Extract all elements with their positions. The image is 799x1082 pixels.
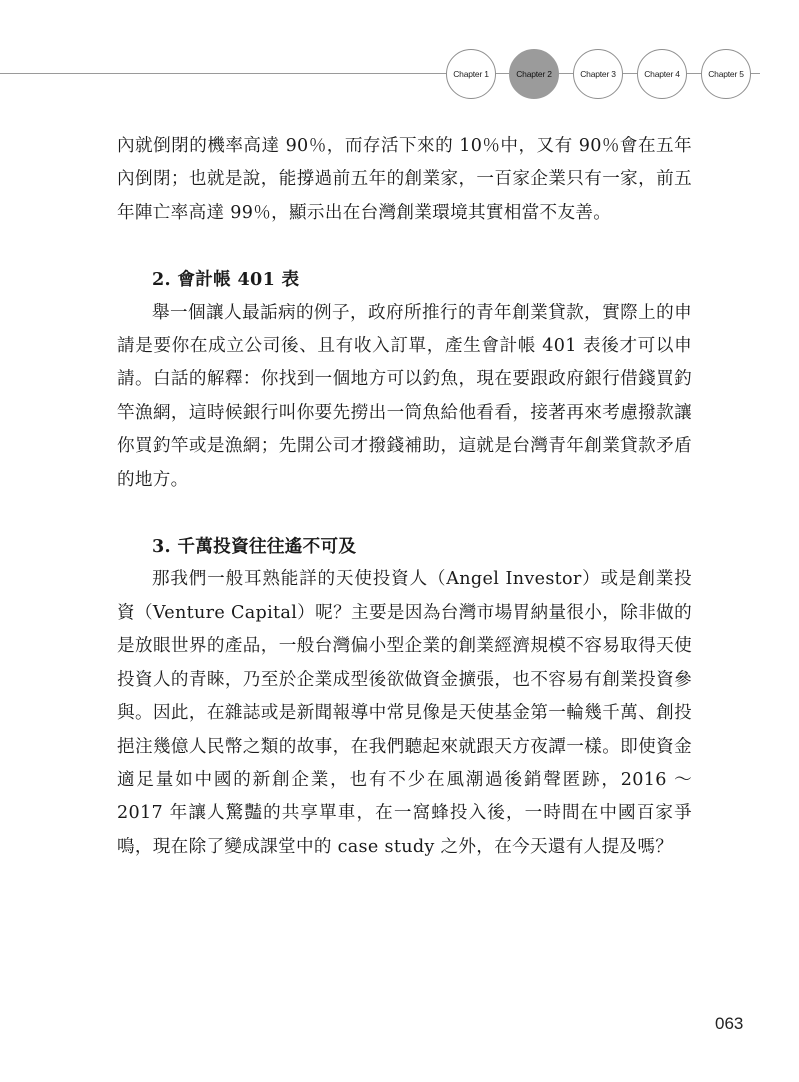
chapter-navigation <box>0 47 799 103</box>
section-2-heading: 2. 會計帳 401 表 <box>152 269 300 291</box>
spacer <box>117 230 692 263</box>
spacer <box>117 497 692 530</box>
section-3-paragraph: 那我們一般耳熟能詳的天使投資人（Angel Investor）或是創業投資（Venture Capital）呢？主要是因為台灣市場胃納量很小，除非做的是放眼世界的產品，一般台灣偏小型企業的創業經濟規模不容易取得天使投資人的青睞，乃至於企業成型後欲做資金擴張，也不容易有創業投資參與。因此，在雜誌或是新聞報導中常見像是天使基金第一輪幾千萬、創投挹注幾億人民幣之類的故事，在我們聽起來就跟天方夜譚一樣。即使資金適足量如中國的新創企業，也有不少在風潮過後銷聲匿跡，2016 ～ 2017 年讓人驚豔的共享單車，在一窩蜂投入後，一時間在中國百家爭鳴，現在除了變成課堂中的 case study 之外，在今天還有人提及嗎？ <box>117 569 692 857</box>
intro-paragraph: 內就倒閉的機率高達 90％，而存活下來的 10％中，又有 90％會在五年內倒閉；也就是說，能撐過前五年的創業家，一百家企業只有一家，前五年陣亡率高達 99％，顯示出在台灣創業環境其實相當不友善。 <box>117 136 692 223</box>
section-3-heading: 3. 千萬投資往往遙不可及 <box>152 536 357 558</box>
page-number: 063 <box>715 1014 744 1033</box>
chapter-2-tab[interactable]: Chapter 2 <box>509 49 559 99</box>
chapter-1-tab[interactable]: Chapter 1 <box>446 49 496 99</box>
chapter-5-tab[interactable]: Chapter 5 <box>701 49 751 99</box>
page-body <box>117 130 692 864</box>
chapter-4-tab[interactable]: Chapter 4 <box>637 49 687 99</box>
chapter-3-tab[interactable]: Chapter 3 <box>573 49 623 99</box>
section-2-paragraph: 舉一個讓人最詬病的例子，政府所推行的青年創業貸款，實際上的申請是要你在成立公司後、且有收入訂單，產生會計帳 401 表後才可以申請。白話的解釋：你找到一個地方可以釣魚，現在要跟政府銀行借錢買釣竿漁網，這時候銀行叫你要先撈出一筒魚給他看看，接著再來考慮撥款讓你買釣竿或是漁網；先開公司才撥錢補助，這就是台灣青年創業貸款矛盾的地方。 <box>117 302 693 490</box>
